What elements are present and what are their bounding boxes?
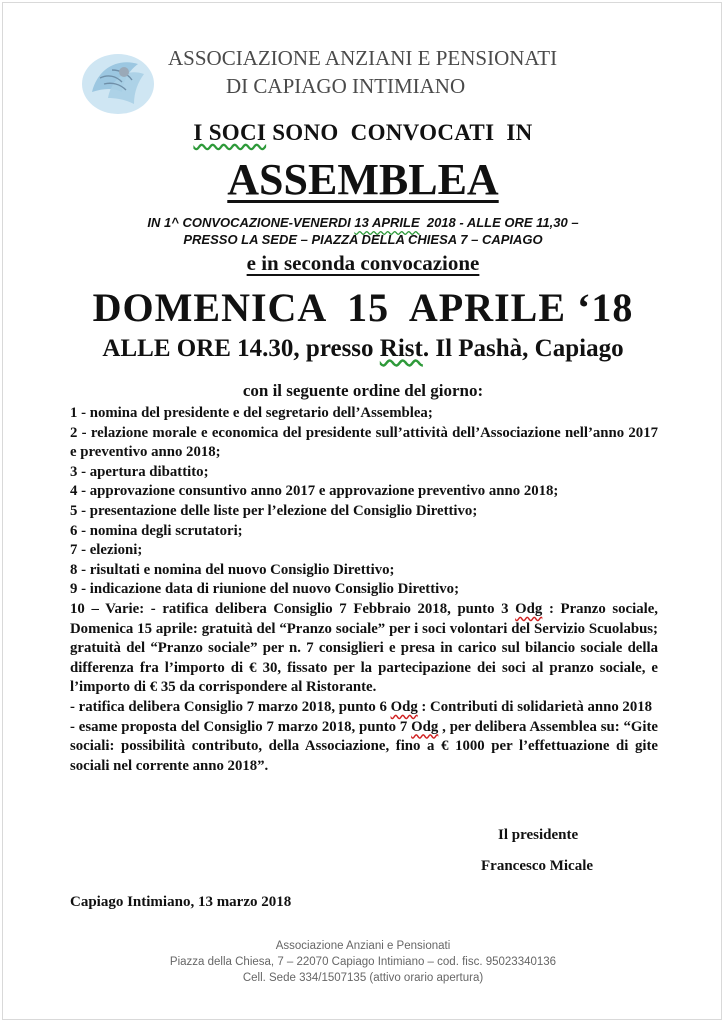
first-conv-a: IN 1^ CONVOCAZIONE-VENERDI — [147, 215, 355, 230]
time-a: ALLE ORE 14.30, presso — [102, 335, 380, 362]
time-rist: Rist — [379, 335, 423, 362]
first-conv-line2: PRESSO LA SEDE – PIAZZA DELLA CHIESA 7 – CAPIAGO — [183, 232, 543, 247]
agenda-item: 8 - risultati e nomina del nuovo Consiglio Direttivo; — [70, 561, 395, 578]
footer-line1: Associazione Anziani e Pensionati — [275, 940, 451, 952]
first-conv-date: 13 APRILE — [354, 215, 420, 230]
item10-a: 10 – Varie: - ratifica delibera Consiglio 7 Febbraio 2018, punto 3 — [70, 600, 516, 617]
agenda-item-10 — [70, 600, 658, 698]
agenda-item: 6 - nomina degli scrutatori; — [70, 522, 243, 539]
footer-line2: Piazza della Chiesa, 7 – 22070 Capiago Intimiano – cod. fisc. 95023340136 — [169, 956, 557, 968]
title-rest: SONO CONVOCATI IN — [266, 120, 533, 145]
second-convocation — [0, 251, 726, 276]
item10-odg: Odg — [515, 600, 543, 617]
item11-odg: Odg — [390, 698, 418, 715]
association-name — [168, 44, 557, 100]
item12-c: , per delibera Assemblea su: “Gite sociali: possibilità contributo, della Associazione, fino a € 1000 per l’effettuazione di gite sociali nel corrente anno 2018”. — [70, 718, 658, 774]
agenda-item-ratifica — [70, 698, 658, 718]
agenda-list — [70, 404, 658, 776]
second-convocation-text: e in seconda convocazione — [246, 251, 480, 275]
item12-odg: Odg — [411, 718, 439, 735]
assembly-title-text: ASSEMBLEA — [227, 155, 499, 204]
agenda-item-esame — [70, 718, 658, 777]
item10-c: : Pranzo sociale, Domenica 15 aprile: gratuità del “Pranzo sociale” per i soci volontari del Servizio Scuolabus; gratuità del “Pranzo sociale” per n. 7 consiglieri e presa in carico sul bilancio sociale della differenza fra l’importo di € 30, fissato per la partecipazione dei soci al pranzo sociale, e l’importo di € 35 da corrispondere al Ristorante. — [70, 600, 658, 696]
meeting-date: DOMENICA 15 APRILE ‘18 — [92, 285, 634, 330]
agenda-item: 1 - nomina del presidente e del segretario dell’Assemblea; — [70, 405, 433, 421]
assembly-title — [0, 154, 726, 205]
signature-name: Francesco Micale — [481, 858, 594, 874]
place-date: Capiago Intimiano, 13 marzo 2018 — [70, 894, 292, 910]
agenda-item: 9 - indicazione data di riunione del nuovo Consiglio Direttivo; — [70, 581, 459, 598]
agenda-item: 2 - relazione morale e economica del presidente sull’attività dell’Associazione nell’anno 2017 e preventivo anno 2018; — [70, 424, 658, 461]
item11-a: - ratifica delibera Consiglio 7 marzo 2018, punto 6 — [70, 698, 391, 715]
time-c: . Il Pashà, Capiago — [422, 335, 624, 362]
first-conv-c: 2018 - ALLE ORE 11,30 – — [419, 215, 579, 230]
agenda-title: con il seguente ordine del giorno: — [242, 381, 484, 400]
footer — [0, 938, 726, 986]
signature-role: Il presidente — [498, 827, 579, 843]
item12-a: - esame proposta del Consiglio 7 marzo 2018, punto 7 — [70, 718, 412, 735]
agenda-item: 5 - presentazione delle liste per l’elezione del Consiglio Direttivo; — [70, 502, 478, 519]
association-name-line1: ASSOCIAZIONE ANZIANI E PENSIONATI — [168, 46, 558, 70]
agenda-item: 7 - elezioni; — [70, 542, 143, 559]
title-soci: I SOCI — [193, 120, 267, 145]
item11-c: : Contributi di solidarietà anno 2018 — [417, 698, 653, 715]
association-logo — [78, 48, 160, 118]
agenda-item: 4 - approvazione consuntivo anno 2017 e approvazione preventivo anno 2018; — [70, 483, 559, 500]
association-name-line2: DI CAPIAGO INTIMIANO — [226, 74, 466, 98]
meeting-time-place — [0, 335, 726, 363]
convocation-heading — [0, 120, 726, 146]
first-convocation — [0, 214, 726, 248]
footer-line3: Cell. Sede 334/1507135 (attivo orario apertura) — [242, 972, 484, 984]
agenda-item: 3 - apertura dibattito; — [70, 463, 209, 480]
